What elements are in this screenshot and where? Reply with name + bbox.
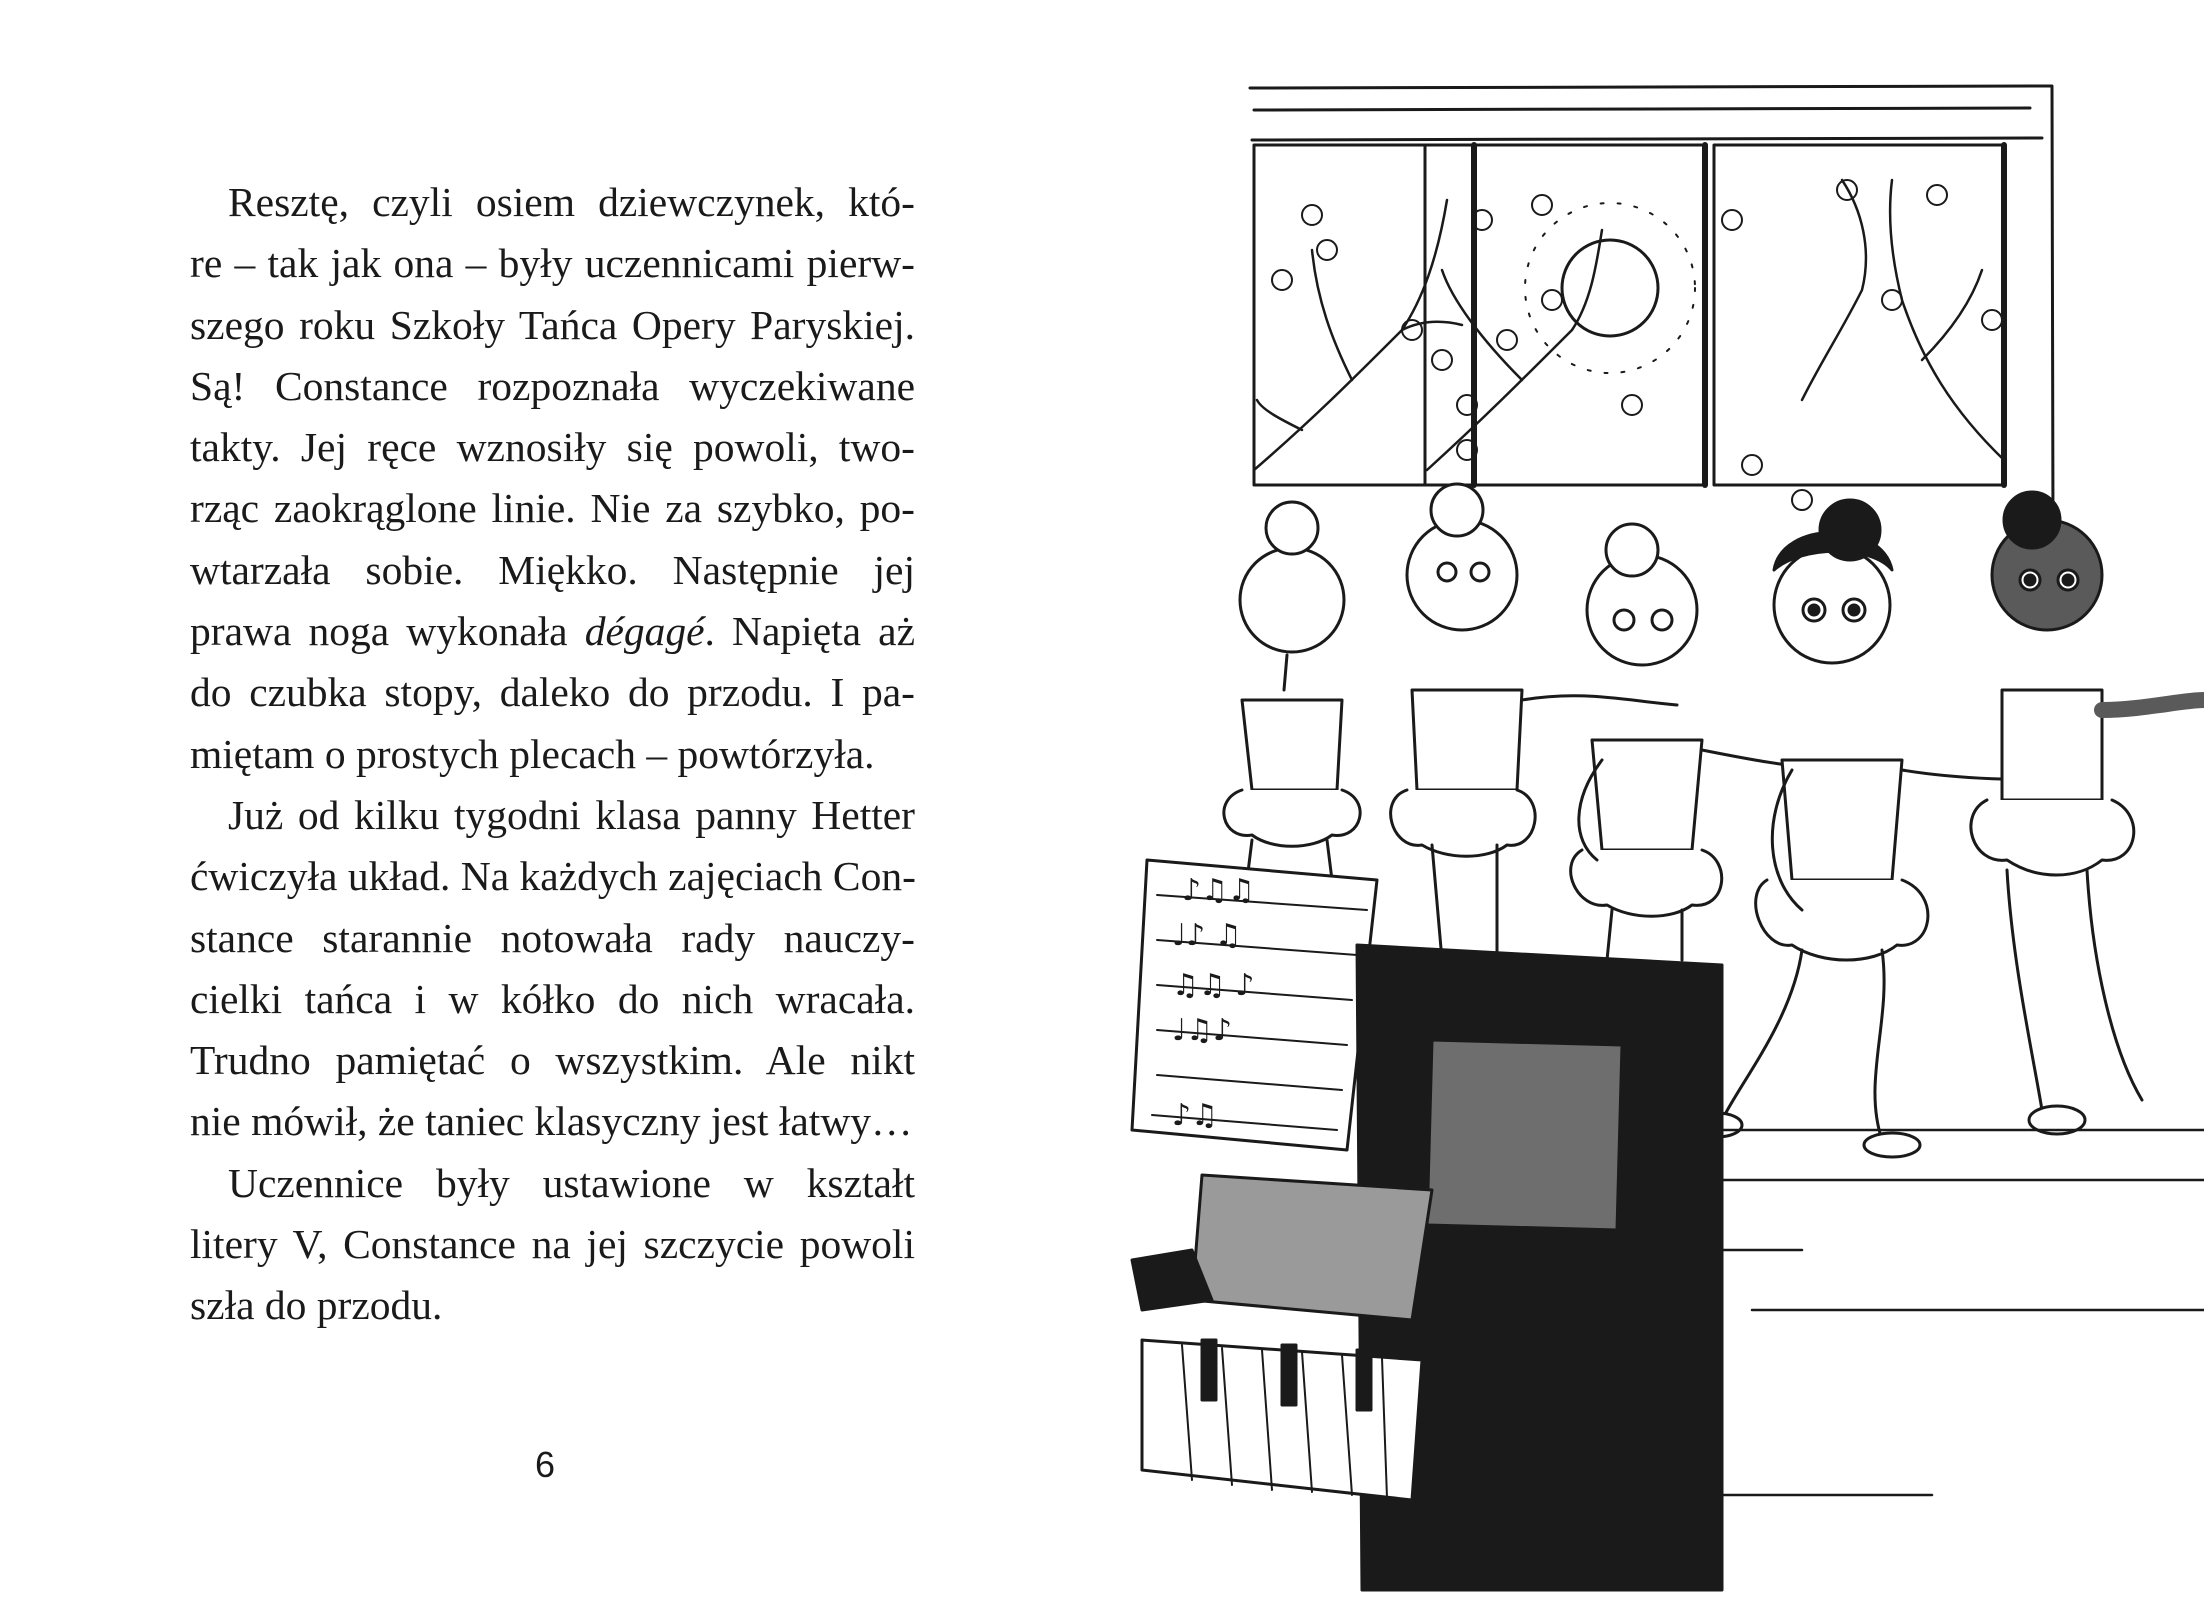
text-line: do czubka stopy, daleko do przodu. I pa- xyxy=(190,669,915,716)
text-line: re – tak jak ona – były uczennicami pierw- xyxy=(190,240,915,287)
text-line: szła do przodu. xyxy=(190,1282,443,1329)
text-line: ćwiczyła układ. Na każdych zajęciach Con- xyxy=(190,853,916,900)
page-number: 6 xyxy=(535,1444,556,1485)
text-line: takty. Jej ręce wznosiły się powoli, two- xyxy=(190,424,915,471)
text-line-italic: prawa noga wykonała dégagé. Napięta aż xyxy=(190,608,916,655)
paragraph-1 xyxy=(190,172,915,785)
text-line: stance starannie notowała rady nauczy- xyxy=(190,914,915,961)
svg-text:♩♪ ♫: ♩♪ ♫ xyxy=(1172,918,1242,953)
text-line: rząc zaokrąglone linie. Nie za szybko, po- xyxy=(190,485,915,532)
text-line: wtarzała sobie. Miękko. Następnie jej xyxy=(190,546,915,593)
paragraph-2 xyxy=(190,785,915,1153)
ballet-class-illustration xyxy=(1102,0,2204,1614)
text-line: miętam o prostych plecach – powtórzyła. xyxy=(190,730,875,777)
text-line: Uczennice były ustawione w kształt xyxy=(228,1159,915,1206)
svg-text:♩♫♪: ♩♫♪ xyxy=(1172,1013,1233,1048)
italic-term: dégagé xyxy=(584,608,705,655)
svg-text:♪♫♫: ♪♫♫ xyxy=(1182,873,1255,908)
dancer-1 xyxy=(1224,502,1360,880)
dancer-5 xyxy=(1971,492,2204,1134)
text-line: szego roku Szkoły Tańca Opery Paryskiej. xyxy=(190,301,915,348)
text-line: nie mówił, że taniec klasyczny jest łatwy… xyxy=(190,1098,913,1145)
svg-text:♪♫: ♪♫ xyxy=(1172,1098,1219,1133)
right-page xyxy=(1102,0,2204,1614)
text-line: Już od kilku tygodni klasa panny Hetter xyxy=(228,791,915,838)
leaves xyxy=(1272,180,2002,510)
text-line: Trudno pamiętać o wszystkim. Ale nikt xyxy=(190,1037,915,1084)
text-line: cielki tańca i w kółko do nich wracała. xyxy=(190,975,915,1022)
moon xyxy=(1525,203,1695,373)
window-frame xyxy=(1250,86,2053,530)
text-line: litery V, Constance na jej szczycie powoli xyxy=(190,1221,915,1268)
text-line: Są! Constance rozpoznała wyczekiwane xyxy=(190,362,915,409)
sheet-music xyxy=(1132,860,1377,1150)
svg-text:♫♫ ♪: ♫♫ ♪ xyxy=(1172,968,1255,1003)
body-text xyxy=(190,172,915,1337)
text-line: Resztę, czyli osiem dziewczynek, któ- xyxy=(228,179,915,225)
paragraph-3 xyxy=(190,1153,915,1337)
tree-branches xyxy=(1254,180,2004,470)
